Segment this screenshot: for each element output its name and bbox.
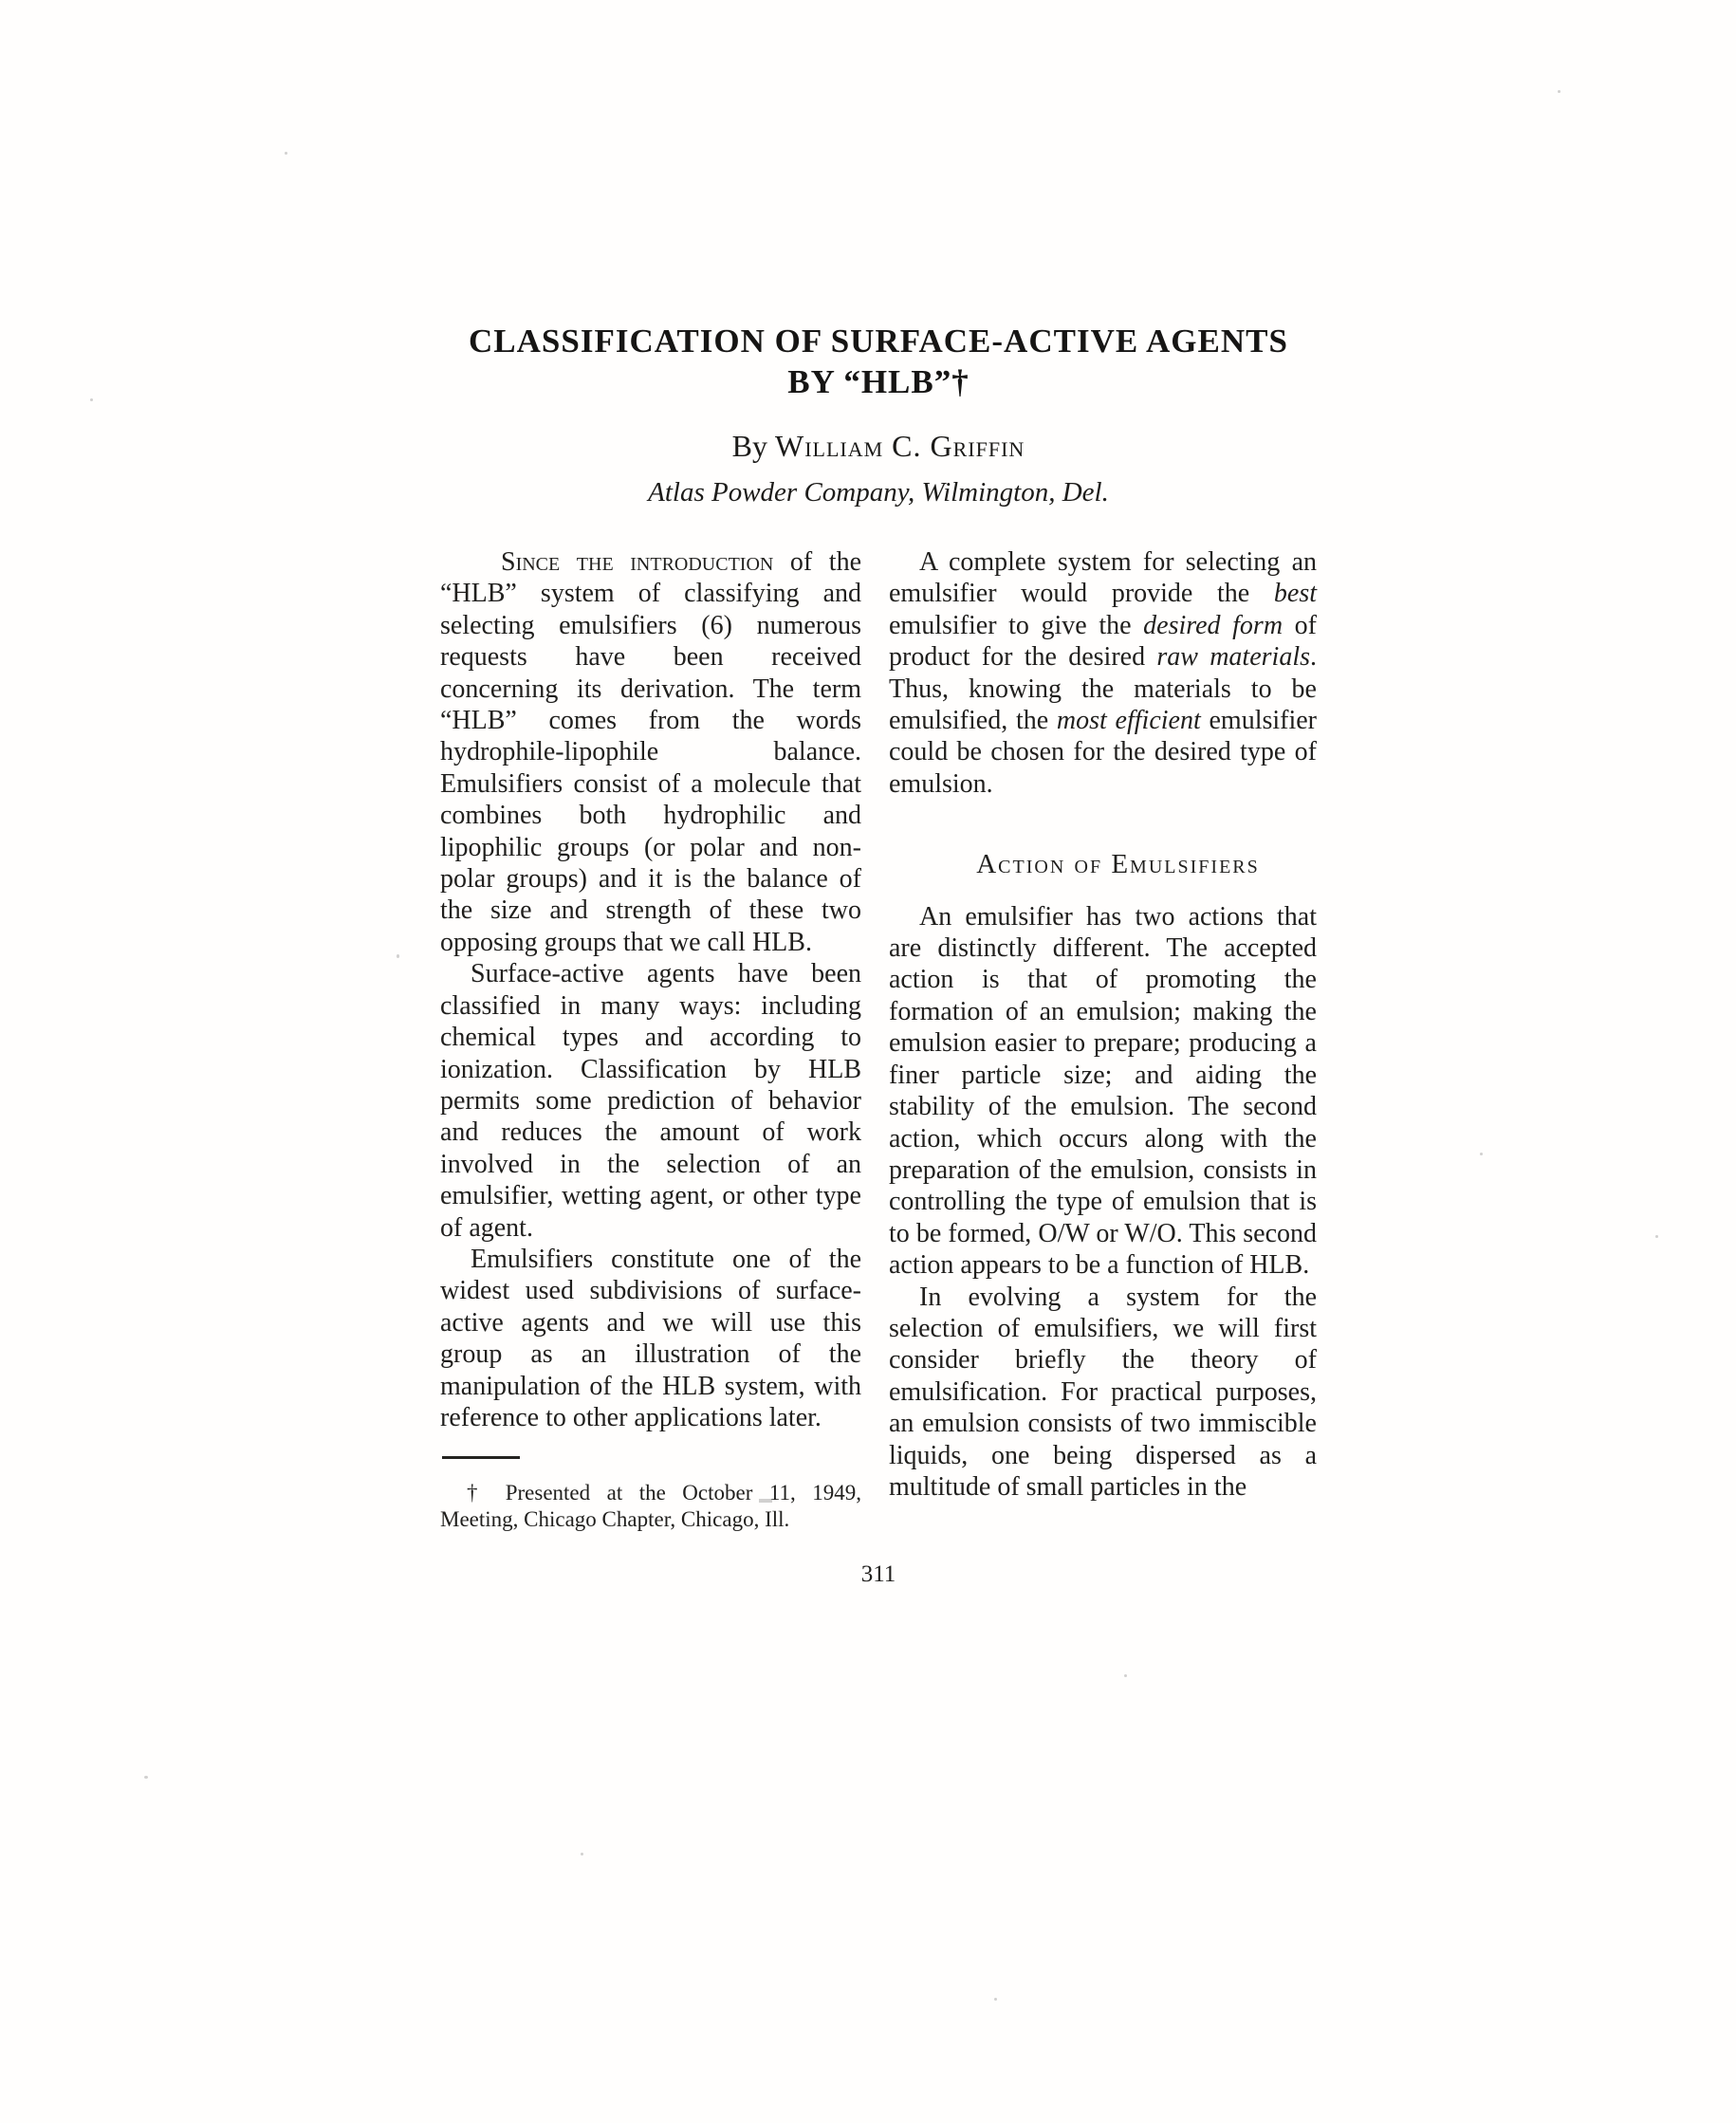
- page-number: 311: [860, 1561, 896, 1587]
- footnote-line2: Meeting, Chicago Chapter, Chicago, Ill.: [440, 1506, 790, 1531]
- scan-speck: [581, 1853, 583, 1855]
- affiliation: Atlas Powder Company, Wilmington, Del.: [648, 477, 1109, 508]
- scan-speck: [90, 398, 93, 401]
- scan-speck: [1480, 1153, 1483, 1155]
- paragraph: Emulsifiers constitute one of the widest used subdivisions of surface-active agents and we will use this group as an illustration of the manipulation of the HLB system, with reference to other applications later.: [440, 1244, 861, 1432]
- paragraph: A complete system for selecting an emulsifier would provide the best emulsifier to give the desired form of product for the desired raw materials. Thus, knowing the materials to be emulsified, the most efficient emulsifier could be chosen for the desired type of emulsion.: [889, 547, 1317, 799]
- author-name: William C. Griffin: [775, 429, 1025, 463]
- paragraph: In evolving a system for the selection of emulsifiers, we will first consider briefly the theory of emulsification. For practical purposes, an emulsion consists of two immiscible liquids, one being dispersed as a multitude of small particles in the: [889, 1282, 1317, 1502]
- footnote-rule: [442, 1456, 520, 1459]
- scan-speck: [397, 954, 399, 958]
- intro-lead-smallcaps: Since the introduction: [501, 547, 774, 577]
- paragraph: Surface-active agents have been classified in many ways: including chemical types and according to ionization. Classification by HLB permits some prediction of behavior and reduces the amount of work involved in the selection of an emulsifier, wetting agent, or other type of agent.: [440, 959, 861, 1243]
- byline-prefix: By: [731, 429, 775, 463]
- paragraph-intro: [440, 546, 861, 958]
- column-right: [889, 546, 1317, 1503]
- footnote-line1: † Presented at the October 11, 1949,: [467, 1481, 861, 1505]
- footnote: [440, 1456, 861, 1532]
- intro-rest: of the “HLB” system of classifying and selecting emulsifiers (6) numerous requests have been received concerning its derivation. The term “HLB” comes from the words hydrophile-lipophile balance. Emulsifiers consist of a molecule that combines both hydrophilic and lipophilic groups (or polar and non-polar groups) and it is the balance of the size and strength of these two opposing groups that we call HLB.: [440, 547, 862, 957]
- scan-speck: [1124, 1674, 1127, 1677]
- scan-speck: [1655, 1235, 1658, 1238]
- scan-speck: [144, 1776, 148, 1779]
- section-heading-action-of-emulsifiers: Action of Emulsifiers: [976, 849, 1260, 880]
- byline: [429, 429, 1328, 463]
- scan-speck: [994, 1998, 997, 2001]
- scan-speck: [1558, 90, 1561, 93]
- scan-speck: [759, 1499, 772, 1503]
- column-left: [440, 546, 861, 1532]
- title-block: [429, 321, 1328, 508]
- article-title-line1: CLASSIFICATION OF SURFACE-ACTIVE AGENTS: [469, 323, 1288, 360]
- article-title-line2: BY “HLB”†: [787, 363, 970, 400]
- paragraph: An emulsifier has two actions that are distinctly different. The accepted action is that of promoting the formation of an emulsion; making the emulsion easier to prepare; producing a finer particle size; and aiding the stability of the emulsion. The second action, which occurs along with the preparation of the emulsion, consists in controlling the type of emulsion that is to be formed, O/W or W/O. This second action appears to be a function of HLB.: [889, 901, 1317, 1281]
- scan-speck: [285, 152, 287, 155]
